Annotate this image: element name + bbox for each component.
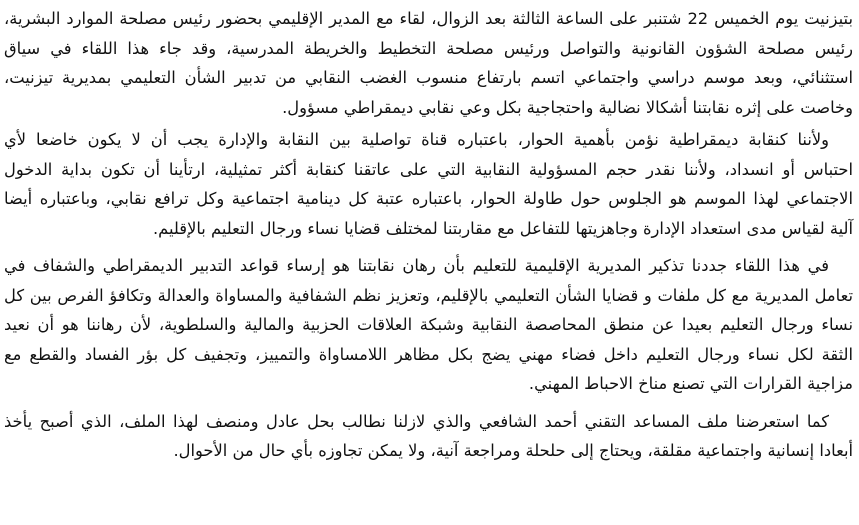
- text-line: احتباس أو انسداد، ولأننا نقدر حجم المسؤولية النقابية التي على عاتقنا كنقابة أكثر تمثيلية، ارتأينا أن تكون بداية الدخول: [4, 159, 853, 179]
- text-line: رئيس مصلحة الشؤون القانونية والتواصل ورئيس مصلحة التخطيط والخريطة المدرسية، وقد جاء هذا اللقاء في سياق: [4, 38, 853, 58]
- text-line: الاجتماعي لهذا الموسم هو الجلوس حول طاولة الحوار، باعتباره عتبة كل دينامية اجتماعية وكل ترافع نقابي، وباعتباره أيضا: [4, 189, 853, 208]
- text-line: وخاصت على إثره نقابتنا أشكالا نضالية واحتجاجية بكل وعي نقابي ديمقراطي مسؤول.: [282, 97, 853, 117]
- text-line: تعامل المديرية مع كل ملفات و قضايا الشأن التعليمي بالإقليم، وتعزيز نظم الشفافية والمساواة والعدالة وتكافؤ الفرص بين كل: [4, 285, 853, 305]
- text-line: مزاجية القرارات التي تصنع مناخ الاحباط المهني.: [528, 374, 853, 393]
- text-line: كما استعرضنا ملف المساعد التقني أحمد الشافعي والذي لازلنا نطالب بحل عادل ومنصف لهذا الملف، الذي أصبح يأخذ: [4, 411, 829, 431]
- paragraph-dialogue: [4, 125, 853, 243]
- text-line: آلية لقياس مدى استعداد الإدارة وجاهزيتها للتفاعل مع مقاربتنا لمختلف قضايا نساء ورجال التعليم بالإقليم.: [152, 218, 853, 238]
- paragraph-meeting-context: [4, 4, 853, 122]
- paragraph-union-commitment: [4, 251, 853, 399]
- text-line: ولأننا كنقابة ديمقراطية نؤمن بأهمية الحوار، باعتباره قناة تواصلية بين النقابة والإدارة يجب أن لا يكون خاضعا لأي: [4, 130, 829, 149]
- text-line: نساء ورجال التعليم بعيدا عن منطق المحاصصة النقابية وشبكة العلاقات الحزبية والمالية والسلطوية، لأن رهاننا هو أن نعيد: [4, 315, 853, 334]
- paragraph-technical-assistant-case: [4, 407, 853, 466]
- text-line: بتيزنيت يوم الخميس 22 شتنبر على الساعة الثالثة بعد الزوال، لقاء مع المدير الإقليمي بحضور رئيس مصلحة الموارد البشرية،: [4, 9, 853, 28]
- text-line: استثنائي، وبعد موسم دراسي واجتماعي اتسم بارتفاع منسوب الغضب النقابي من تدبير الشأن التعليمي بمديرية تيزنيت،: [4, 68, 853, 87]
- text-line: في هذا اللقاء جددنا تذكير المديرية الإقليمية للتعليم بأن رهان نقابتنا هو إرساء قواعد التدبير الديمقراطي والشفاف في: [4, 256, 829, 275]
- text-line: أبعادا إنسانية واجتماعية مقلقة، ويحتاج إلى حلحلة ومراجعة آنية، ولا يمكن تجاوزه بأي حال من الأحوال.: [173, 441, 853, 460]
- text-line: الثقة لكل نساء ورجال التعليم داخل فضاء مهني يضج بكل مظاهر اللامساواة والتمييز، وتجفيف كل بؤر الفساد والقطع مع: [4, 344, 853, 364]
